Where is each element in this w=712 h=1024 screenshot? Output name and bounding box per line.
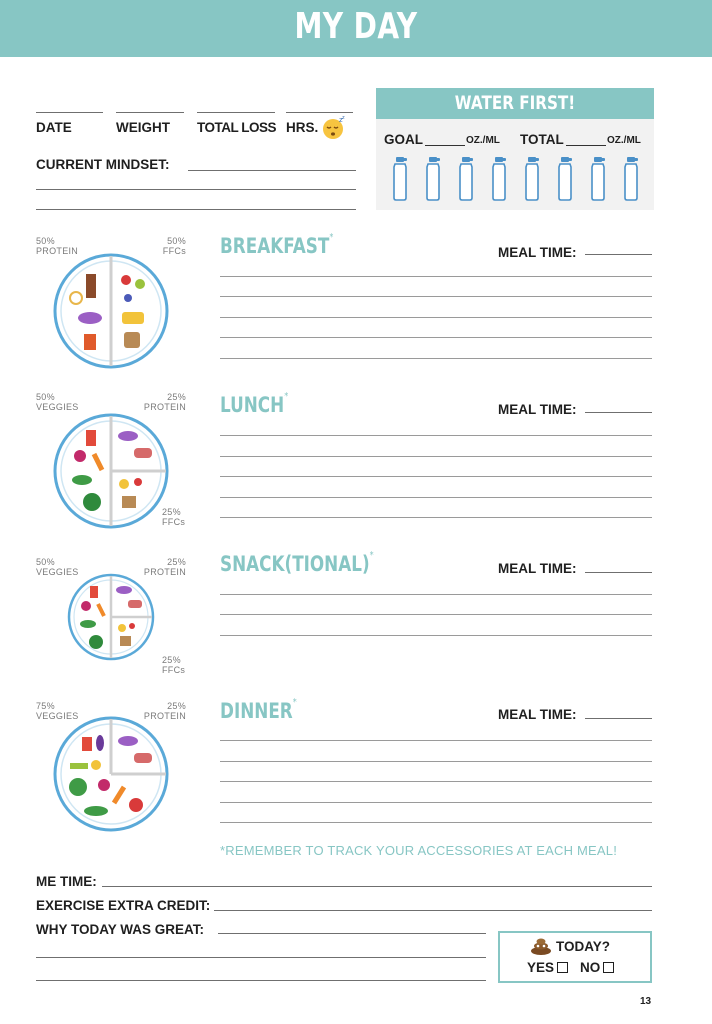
weight-label: WEIGHT xyxy=(116,120,170,135)
water-total-line[interactable] xyxy=(566,145,606,146)
breakfast-meal-time-label: MEAL TIME: xyxy=(498,245,577,260)
poop-yes[interactable] xyxy=(527,960,568,975)
svg-text:z: z xyxy=(339,116,343,124)
lunch-line-4[interactable] xyxy=(220,497,652,498)
dinner-line-1[interactable] xyxy=(220,740,652,741)
lunch-meal-time-label: MEAL TIME: xyxy=(498,402,577,417)
why-great-line-3[interactable] xyxy=(36,980,486,981)
mindset-line-3[interactable] xyxy=(36,209,356,210)
breakfast-line-5[interactable] xyxy=(220,358,652,359)
breakfast-line-3[interactable] xyxy=(220,317,652,318)
water-bottle-icon[interactable] xyxy=(392,157,408,201)
breakfast-line-4[interactable] xyxy=(220,337,652,338)
why-great-label: WHY TODAY WAS GREAT: xyxy=(36,922,205,937)
dinner-meal-time-label: MEAL TIME: xyxy=(498,707,577,722)
breakfast-meal-time-line[interactable] xyxy=(585,254,652,255)
svg-text:z: z xyxy=(342,115,345,121)
water-bottle-icon[interactable] xyxy=(623,157,639,201)
date-line[interactable] xyxy=(36,112,103,113)
water-bottle-icon[interactable] xyxy=(458,157,474,201)
snack-line-2[interactable] xyxy=(220,614,652,615)
lunch-line-3[interactable] xyxy=(220,476,652,477)
lunch-title: LUNCH* xyxy=(220,391,289,417)
plate3-right-pct: 25% PROTEIN xyxy=(143,557,186,577)
plate1-left-pct: 50% PROTEIN xyxy=(36,236,79,256)
plate2-right-pct: 25% PROTEIN xyxy=(143,392,186,412)
dinner-line-5[interactable] xyxy=(220,822,652,823)
hrs-label: HRS. xyxy=(286,120,319,135)
water-bottle-icon[interactable] xyxy=(524,157,540,201)
exercise-label: EXERCISE EXTRA CREDIT: xyxy=(36,898,211,913)
water-total-label: TOTAL xyxy=(520,132,564,147)
plate1-right-pct: 50% FFCs xyxy=(162,236,186,256)
plate2-left-pct: 50% VEGGIES xyxy=(36,392,79,412)
sleeping-face-icon xyxy=(321,114,347,140)
snack-plate-icon xyxy=(66,572,156,662)
mindset-line-1[interactable] xyxy=(188,170,356,171)
lunch-line-1[interactable] xyxy=(220,435,652,436)
why-great-line-2[interactable] xyxy=(36,957,486,958)
water-bottle-icon[interactable] xyxy=(425,157,441,201)
weight-line[interactable] xyxy=(116,112,184,113)
snack-meal-time-line[interactable] xyxy=(585,572,652,573)
water-total-unit: OZ./ML xyxy=(607,135,641,146)
plate3-left-pct: 50% VEGGIES xyxy=(36,557,79,577)
plate3-bottom-pct: 25% FFCs xyxy=(162,655,186,675)
poop-no[interactable] xyxy=(580,960,614,975)
snack-title: SNACK(TIONAL)* xyxy=(220,550,374,576)
lunch-plate-icon xyxy=(52,412,170,530)
dinner-plate-icon xyxy=(52,715,170,833)
mindset-line-2[interactable] xyxy=(36,189,356,190)
lunch-meal-time-line[interactable] xyxy=(585,412,652,413)
dinner-title: DINNER* xyxy=(220,697,297,723)
water-goal-line[interactable] xyxy=(425,145,465,146)
dinner-line-3[interactable] xyxy=(220,781,652,782)
dinner-line-2[interactable] xyxy=(220,761,652,762)
plate2-bottom-pct: 25% FFCs xyxy=(162,507,186,527)
me-time-label: ME TIME: xyxy=(36,874,97,889)
dinner-meal-time-line[interactable] xyxy=(585,718,652,719)
water-goal-unit: OZ./ML xyxy=(466,135,500,146)
poop-icon xyxy=(530,935,552,955)
no-checkbox[interactable] xyxy=(603,962,614,973)
mindset-label: CURRENT MINDSET: xyxy=(36,157,170,172)
poop-question: TODAY? xyxy=(556,939,611,954)
yes-checkbox[interactable] xyxy=(557,962,568,973)
water-bottle-icon[interactable] xyxy=(557,157,573,201)
total-loss-label: TOTAL LOSS xyxy=(197,120,277,135)
breakfast-plate-icon xyxy=(52,252,170,370)
why-great-line-1[interactable] xyxy=(218,933,486,934)
dinner-line-4[interactable] xyxy=(220,802,652,803)
water-goal-label: GOAL xyxy=(384,132,423,147)
date-label: DATE xyxy=(36,120,72,135)
breakfast-line-1[interactable] xyxy=(220,276,652,277)
water-title: WATER FIRST! xyxy=(454,92,576,114)
total-loss-line[interactable] xyxy=(197,112,275,113)
page-title: MY DAY xyxy=(294,6,418,47)
plate4-right-pct: 25% PROTEIN xyxy=(143,701,186,721)
water-bottle-icon[interactable] xyxy=(491,157,507,201)
hrs-line[interactable] xyxy=(286,112,353,113)
snack-line-1[interactable] xyxy=(220,594,652,595)
snack-line-3[interactable] xyxy=(220,635,652,636)
me-time-line[interactable] xyxy=(102,886,652,887)
exercise-line[interactable] xyxy=(214,910,652,911)
page-number: 13 xyxy=(640,996,652,1007)
breakfast-line-2[interactable] xyxy=(220,296,652,297)
poop-yes-label: YES xyxy=(527,960,555,975)
poop-no-label: NO xyxy=(580,960,601,975)
plate4-left-pct: 75% VEGGIES xyxy=(36,701,79,721)
water-bottle-icon[interactable] xyxy=(590,157,606,201)
lunch-line-5[interactable] xyxy=(220,517,652,518)
accessories-reminder: *REMEMBER TO TRACK YOUR ACCESSORIES AT EACH MEAL! xyxy=(220,843,618,858)
snack-meal-time-label: MEAL TIME: xyxy=(498,561,577,576)
lunch-line-2[interactable] xyxy=(220,456,652,457)
breakfast-title: BREAKFAST* xyxy=(220,232,334,258)
